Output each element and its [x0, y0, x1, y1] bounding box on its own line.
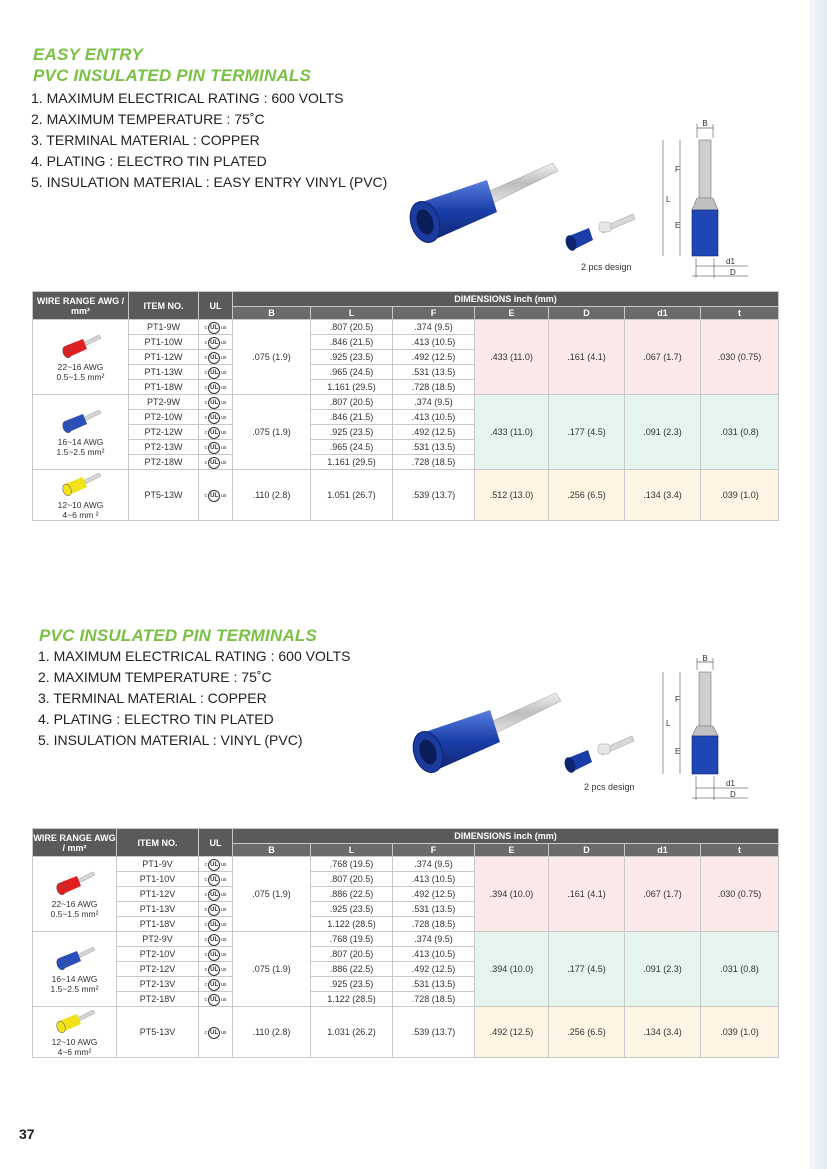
ul-listed-icon	[205, 1027, 227, 1039]
table-row	[33, 932, 779, 947]
dim-l-cell: .807 (20.5)	[311, 947, 393, 962]
dim-f-cell: .413 (10.5)	[393, 335, 475, 350]
dim-f-cell: .531 (13.5)	[393, 902, 475, 917]
range-mm: 1.5~2.5 mm²	[50, 984, 99, 994]
dim-b-cell: .075 (1.9)	[233, 857, 311, 932]
spec-item: 3. TERMINAL MATERIAL : COPPER	[38, 690, 267, 706]
item-no-cell: PT1-9W	[129, 320, 199, 335]
spec-list	[38, 646, 350, 751]
item-no-cell: PT1-10V	[117, 872, 199, 887]
dim-f-cell: .374 (9.5)	[393, 395, 475, 410]
dim-f-cell: .492 (12.5)	[393, 425, 475, 440]
terminal-thumbnail-icon	[53, 1007, 97, 1035]
ul-circle-glyph: UL	[208, 874, 220, 886]
ul-us-glyph: us	[221, 369, 227, 376]
ul-us-glyph: us	[221, 891, 227, 898]
col-dim-t: t	[701, 307, 779, 320]
col-item-no: ITEM NO.	[117, 829, 199, 857]
dim-l-cell: 1.122 (28.5)	[311, 992, 393, 1007]
ul-c-glyph: c	[204, 339, 208, 346]
dim-l-cell: 1.031 (26.2)	[311, 1007, 393, 1058]
dim-f-cell: .531 (13.5)	[393, 440, 475, 455]
dim-l-cell: .965 (24.5)	[311, 365, 393, 380]
dim-l-cell: 1.051 (26.7)	[311, 470, 393, 521]
dim-label-d: D	[730, 790, 736, 799]
item-no-cell: PT2-12V	[117, 962, 199, 977]
col-dim-e: E	[475, 844, 549, 857]
dim-d1-cell: .091 (2.3)	[625, 395, 701, 470]
col-dim-b: B	[233, 844, 311, 857]
dim-label-f: F	[675, 165, 680, 174]
item-no-cell: PT2-9V	[117, 932, 199, 947]
dim-label-e: E	[675, 221, 681, 230]
table-row	[33, 1007, 779, 1058]
range-mm: 4~6 mm ²	[62, 510, 99, 520]
ul-us-glyph: us	[221, 399, 227, 406]
dim-t-cell: .039 (1.0)	[701, 470, 779, 521]
dim-label-d: D	[730, 268, 736, 277]
dim-l-cell: .965 (24.5)	[311, 440, 393, 455]
col-dim-l: L	[311, 307, 393, 320]
dim-b-cell: .075 (1.9)	[233, 320, 311, 395]
ul-c-glyph: c	[204, 492, 208, 499]
dim-l-cell: .768 (19.5)	[311, 932, 393, 947]
item-no-cell: PT2-9W	[129, 395, 199, 410]
ul-c-glyph: c	[204, 369, 208, 376]
col-dim-b: B	[233, 307, 311, 320]
dim-b-cell: .075 (1.9)	[233, 932, 311, 1007]
spec-item: 4. PLATING : ELECTRO TIN PLATED	[31, 153, 267, 169]
ul-circle-glyph: UL	[208, 352, 220, 364]
col-dimensions: DIMENSIONS inch (mm)	[233, 292, 779, 307]
ul-c-glyph: c	[204, 996, 208, 1003]
dim-l-cell: .768 (19.5)	[311, 857, 393, 872]
ul-circle-glyph: UL	[208, 397, 220, 409]
dim-l-cell: .925 (23.5)	[311, 425, 393, 440]
dim-label-l: L	[666, 719, 671, 728]
ul-c-glyph: c	[204, 444, 208, 451]
range-mm: 0.5~1.5 mm²	[56, 372, 105, 382]
dim-f-cell: .413 (10.5)	[393, 410, 475, 425]
ul-listed-icon	[205, 949, 227, 961]
dimension-table	[32, 828, 779, 1058]
spec-item: 4. PLATING : ELECTRO TIN PLATED	[38, 711, 274, 727]
dim-t-cell: .031 (0.8)	[701, 932, 779, 1007]
ul-listed-icon	[205, 874, 227, 886]
item-no-cell: PT1-12V	[117, 887, 199, 902]
dim-f-cell: .374 (9.5)	[393, 320, 475, 335]
dim-f-cell: .539 (13.7)	[393, 470, 475, 521]
ul-listed-icon	[205, 934, 227, 946]
dim-l-cell: 1.161 (29.5)	[311, 455, 393, 470]
dim-label-b: B	[702, 119, 708, 128]
ul-listed-icon	[205, 979, 227, 991]
ul-circle-glyph: UL	[208, 427, 220, 439]
ul-us-glyph: us	[221, 339, 227, 346]
dim-l-cell: .807 (20.5)	[311, 395, 393, 410]
table-row	[33, 857, 779, 872]
col-dim-d: D	[549, 307, 625, 320]
terminal-thumbnail-icon	[53, 944, 97, 972]
dim-f-cell: .492 (12.5)	[393, 887, 475, 902]
item-no-cell: PT2-12W	[129, 425, 199, 440]
ul-circle-glyph: UL	[208, 949, 220, 961]
ul-us-glyph: us	[221, 459, 227, 466]
ul-cell	[199, 872, 233, 887]
col-dim-d1: d1	[625, 844, 701, 857]
dim-f-cell: .374 (9.5)	[393, 857, 475, 872]
ul-us-glyph: us	[221, 492, 227, 499]
range-mm: 4~6 mm²	[57, 1047, 92, 1057]
dim-f-cell: .728 (18.5)	[393, 992, 475, 1007]
dim-d-cell: .177 (4.5)	[549, 932, 625, 1007]
dim-f-cell: .492 (12.5)	[393, 350, 475, 365]
col-ul: UL	[199, 829, 233, 857]
ul-listed-icon	[205, 859, 227, 871]
dim-f-cell: .531 (13.5)	[393, 365, 475, 380]
ul-us-glyph: us	[221, 414, 227, 421]
section-title-line2: PVC INSULATED PIN TERMINALS	[33, 66, 312, 85]
ul-c-glyph: c	[204, 966, 208, 973]
spec-item: 1. MAXIMUM ELECTRICAL RATING : 600 VOLTS	[38, 648, 351, 664]
spec-item: 2. MAXIMUM TEMPERATURE : 75˚C	[31, 111, 265, 127]
dim-l-cell: .925 (23.5)	[311, 902, 393, 917]
dim-t-cell: .031 (0.8)	[701, 395, 779, 470]
ul-circle-glyph: UL	[208, 1027, 220, 1039]
ul-circle-glyph: UL	[208, 964, 220, 976]
section-title-line1: EASY ENTRY	[33, 45, 144, 64]
dim-t-cell: .030 (0.75)	[701, 320, 779, 395]
dim-d-cell: .161 (4.1)	[549, 857, 625, 932]
ul-listed-icon	[205, 904, 227, 916]
ul-c-glyph: c	[204, 354, 208, 361]
ul-cell	[199, 962, 233, 977]
table-header	[33, 829, 779, 857]
ul-cell	[199, 887, 233, 902]
range-awg: 22~16 AWG	[57, 362, 104, 372]
dim-f-cell: .728 (18.5)	[393, 917, 475, 932]
spec-item: 1. MAXIMUM ELECTRICAL RATING : 600 VOLTS	[31, 90, 344, 106]
dim-f-cell: .413 (10.5)	[393, 947, 475, 962]
ul-c-glyph: c	[204, 324, 208, 331]
ul-listed-icon	[205, 919, 227, 931]
ul-circle-glyph: UL	[208, 457, 220, 469]
ul-us-glyph: us	[221, 921, 227, 928]
range-awg: 12~10 AWG	[51, 1037, 98, 1047]
dim-l-cell: .886 (22.5)	[311, 887, 393, 902]
ul-circle-glyph: UL	[208, 382, 220, 394]
col-dim-f: F	[393, 844, 475, 857]
ul-us-glyph: us	[221, 444, 227, 451]
item-no-cell: PT2-10W	[129, 410, 199, 425]
ul-circle-glyph: UL	[208, 367, 220, 379]
range-mm: 1.5~2.5 mm²	[56, 447, 105, 457]
ul-c-glyph: c	[204, 936, 208, 943]
dim-d-cell: .256 (6.5)	[549, 470, 625, 521]
ul-us-glyph: us	[221, 936, 227, 943]
section-title-line1: PVC INSULATED PIN TERMINALS	[39, 626, 318, 645]
ul-circle-glyph: UL	[208, 994, 220, 1006]
ul-c-glyph: c	[204, 921, 208, 928]
dim-l-cell: .846 (21.5)	[311, 410, 393, 425]
dim-e-cell: .492 (12.5)	[475, 1007, 549, 1058]
range-mm: 0.5~1.5 mm²	[50, 909, 99, 919]
item-no-cell: PT1-18W	[129, 380, 199, 395]
two-piece-image	[562, 728, 642, 778]
col-dim-d: D	[549, 844, 625, 857]
wire-range-cell	[33, 932, 117, 1007]
ul-cell	[199, 932, 233, 947]
ul-circle-glyph: UL	[208, 904, 220, 916]
terminal-thumbnail-icon	[53, 869, 97, 897]
ul-circle-glyph: UL	[208, 859, 220, 871]
ul-circle-glyph: UL	[208, 442, 220, 454]
header-row	[33, 829, 779, 844]
item-no-cell: PT1-13V	[117, 902, 199, 917]
dim-l-cell: .807 (20.5)	[311, 872, 393, 887]
spec-item: 5. INSULATION MATERIAL : VINYL (PVC)	[38, 732, 303, 748]
ul-us-glyph: us	[221, 966, 227, 973]
ul-c-glyph: c	[204, 414, 208, 421]
spec-item: 5. INSULATION MATERIAL : EASY ENTRY VINYL (PVC)	[31, 174, 388, 190]
item-no-cell: PT5-13W	[129, 470, 199, 521]
col-dim-f: F	[393, 307, 475, 320]
table-body	[33, 857, 779, 1058]
dim-b-cell: .075 (1.9)	[233, 395, 311, 470]
ul-circle-glyph: UL	[208, 919, 220, 931]
ul-us-glyph: us	[221, 429, 227, 436]
ul-cell	[199, 1007, 233, 1058]
ul-circle-glyph: UL	[208, 490, 220, 502]
ul-c-glyph: c	[204, 891, 208, 898]
two-piece-caption: 2 pcs design	[584, 782, 635, 792]
ul-listed-icon	[205, 889, 227, 901]
item-no-cell: PT1-9V	[117, 857, 199, 872]
dim-label-f: F	[675, 695, 680, 704]
dim-f-cell: .728 (18.5)	[393, 455, 475, 470]
ul-c-glyph: c	[204, 906, 208, 913]
dim-l-cell: .807 (20.5)	[311, 320, 393, 335]
ul-cell	[199, 947, 233, 962]
dim-e-cell: .394 (10.0)	[475, 857, 549, 932]
ul-circle-glyph: UL	[208, 889, 220, 901]
ul-us-glyph: us	[221, 951, 227, 958]
ul-cell	[199, 902, 233, 917]
col-item-no: ITEM NO.	[129, 292, 199, 320]
ul-us-glyph: us	[221, 1029, 227, 1036]
dim-f-cell: .728 (18.5)	[393, 380, 475, 395]
terminal-product-image	[408, 688, 568, 788]
dim-f-cell: .374 (9.5)	[393, 932, 475, 947]
range-awg: 16~14 AWG	[57, 437, 104, 447]
ul-us-glyph: us	[221, 996, 227, 1003]
dim-l-cell: .846 (21.5)	[311, 335, 393, 350]
ul-us-glyph: us	[221, 906, 227, 913]
wire-range-cell	[33, 1007, 117, 1058]
dim-f-cell: .413 (10.5)	[393, 872, 475, 887]
ul-cell	[199, 992, 233, 1007]
page-number: 37	[19, 1126, 35, 1142]
ul-c-glyph: c	[204, 399, 208, 406]
col-ul: UL	[199, 292, 233, 320]
ul-c-glyph: c	[204, 429, 208, 436]
ul-circle-glyph: UL	[208, 337, 220, 349]
dim-t-cell: .030 (0.75)	[701, 857, 779, 932]
dim-label-l: L	[666, 195, 671, 204]
ul-c-glyph: c	[204, 459, 208, 466]
dim-f-cell: .531 (13.5)	[393, 977, 475, 992]
dim-d1-cell: .134 (3.4)	[625, 470, 701, 521]
dimension-diagram	[656, 654, 756, 806]
ul-circle-glyph: UL	[208, 412, 220, 424]
dim-d-cell: .256 (6.5)	[549, 1007, 625, 1058]
dim-t-cell: .039 (1.0)	[701, 1007, 779, 1058]
ul-cell	[199, 857, 233, 872]
dim-l-cell: .925 (23.5)	[311, 977, 393, 992]
ul-listed-icon	[205, 964, 227, 976]
ul-circle-glyph: UL	[208, 979, 220, 991]
range-awg: 22~16 AWG	[51, 899, 98, 909]
item-no-cell: PT1-10W	[129, 335, 199, 350]
ul-circle-glyph: UL	[208, 934, 220, 946]
dim-e-cell: .394 (10.0)	[475, 932, 549, 1007]
dim-f-cell: .539 (13.7)	[393, 1007, 475, 1058]
ul-c-glyph: c	[204, 951, 208, 958]
dim-label-d1: d1	[726, 257, 735, 266]
col-dim-t: t	[701, 844, 779, 857]
col-wire-range: WIRE RANGE AWG / mm²	[33, 292, 129, 320]
item-no-cell: PT1-13W	[129, 365, 199, 380]
dim-d1-cell: .067 (1.7)	[625, 320, 701, 395]
item-no-cell: PT2-18W	[129, 455, 199, 470]
ul-listed-icon	[205, 994, 227, 1006]
item-no-cell: PT2-13W	[129, 440, 199, 455]
item-no-cell: PT2-10V	[117, 947, 199, 962]
ul-us-glyph: us	[221, 354, 227, 361]
dim-e-cell: .512 (13.0)	[475, 470, 549, 521]
ul-cell	[199, 977, 233, 992]
wire-range-cell	[33, 857, 117, 932]
dim-d1-cell: .134 (3.4)	[625, 1007, 701, 1058]
dim-b-cell: .110 (2.8)	[233, 470, 311, 521]
dim-e-cell: .433 (11.0)	[475, 395, 549, 470]
item-no-cell: PT2-13V	[117, 977, 199, 992]
ul-us-glyph: us	[221, 876, 227, 883]
ul-us-glyph: us	[221, 981, 227, 988]
ul-circle-glyph: UL	[208, 322, 220, 334]
ul-us-glyph: us	[221, 384, 227, 391]
ul-c-glyph: c	[204, 876, 208, 883]
col-dim-l: L	[311, 844, 393, 857]
ul-c-glyph: c	[204, 1029, 208, 1036]
dim-l-cell: 1.161 (29.5)	[311, 380, 393, 395]
dim-e-cell: .433 (11.0)	[475, 320, 549, 395]
dim-l-cell: .886 (22.5)	[311, 962, 393, 977]
col-dimensions: DIMENSIONS inch (mm)	[233, 829, 779, 844]
ul-cell	[199, 917, 233, 932]
ul-c-glyph: c	[204, 861, 208, 868]
dim-d-cell: .177 (4.5)	[549, 395, 625, 470]
dim-d-cell: .161 (4.1)	[549, 320, 625, 395]
item-no-cell: PT2-18V	[117, 992, 199, 1007]
item-no-cell: PT1-18V	[117, 917, 199, 932]
dim-l-cell: .925 (23.5)	[311, 350, 393, 365]
dim-label-b: B	[702, 654, 708, 663]
ul-us-glyph: us	[221, 861, 227, 868]
dim-label-e: E	[675, 747, 681, 756]
spec-item: 3. TERMINAL MATERIAL : COPPER	[31, 132, 260, 148]
dim-d1-cell: .067 (1.7)	[625, 857, 701, 932]
col-dim-d1: d1	[625, 307, 701, 320]
dim-f-cell: .492 (12.5)	[393, 962, 475, 977]
dim-l-cell: 1.122 (28.5)	[311, 917, 393, 932]
item-no-cell: PT5-13V	[117, 1007, 199, 1058]
range-awg: 12~10 AWG	[57, 500, 104, 510]
spec-item: 2. MAXIMUM TEMPERATURE : 75˚C	[38, 669, 272, 685]
two-piece-caption: 2 pcs design	[581, 262, 632, 272]
dim-label-d1: d1	[726, 779, 735, 788]
dim-b-cell: .110 (2.8)	[233, 1007, 311, 1058]
ul-us-glyph: us	[221, 324, 227, 331]
range-awg: 16~14 AWG	[51, 974, 98, 984]
dim-d1-cell: .091 (2.3)	[625, 932, 701, 1007]
ul-c-glyph: c	[204, 981, 208, 988]
col-wire-range: WIRE RANGE AWG / mm²	[33, 829, 117, 857]
col-dim-e: E	[475, 307, 549, 320]
item-no-cell: PT1-12W	[129, 350, 199, 365]
ul-c-glyph: c	[204, 384, 208, 391]
